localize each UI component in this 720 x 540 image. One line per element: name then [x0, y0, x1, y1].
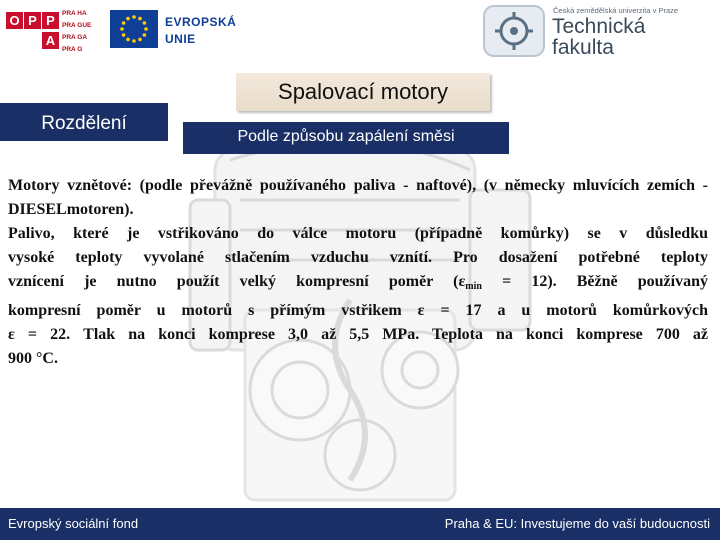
eu-flag-icon	[110, 10, 158, 48]
subtitle-box	[183, 122, 509, 154]
slide-subtitle: Podle způsobu zapálení směsi	[237, 128, 455, 145]
oppa-letter-p2: P	[42, 12, 59, 29]
oppa-logo	[6, 8, 98, 56]
paragraph-line: kompresní poměr u motorů s přímým vstřikem ε = 17 a u motorů komůrkových	[8, 302, 708, 319]
paragraph-line: vysoké teploty vyvolané stlačením vzduchu vznítí. Pro dosažení potřebné teploty	[8, 249, 708, 266]
paragraph-line: 900 °C.	[8, 350, 58, 367]
slide-title: Spalovací motory	[278, 79, 448, 104]
epsilon-subscript: min	[465, 281, 482, 292]
oppa-letter-a: A	[42, 32, 59, 49]
footer-bar	[0, 508, 720, 540]
paragraph-line: ε = 22. Tlak na konci komprese 3,0 až 5,5 MPa. Teplota na konci komprese 700 až	[8, 326, 708, 343]
section-label: Rozdělení	[41, 113, 127, 134]
slide-title-box	[236, 73, 490, 111]
faculty-name-line2: fakulta	[552, 36, 614, 59]
paragraph-line: vznícení je nutno použít velký kompresní poměr $(\varepsilon_{min} = 12)$. Běžně používaný	[8, 273, 708, 292]
paragraph-diesel-definition: Motory vznětové: (podle převážně používaného paliva - naftové), (v německy mluvících zemích - DIESELmotoren).	[8, 177, 708, 218]
footer-right-text: Praha & EU: Investujeme do vaší budoucnosti	[444, 516, 710, 531]
university-name: Česká zemědělská univerzita v Praze	[553, 6, 679, 15]
paragraph-line: Palivo, které je vstřikováno do válce motoru (případně komůrky) se v důsledku	[8, 225, 708, 242]
oppa-letter-p1: P	[24, 12, 41, 29]
paragraph-diesel-description	[8, 222, 708, 371]
footer-left-text: Evropský sociální fond	[8, 516, 139, 531]
section-box	[0, 103, 168, 141]
eu-logo-text: EVROPSKÁ UNIE	[165, 15, 237, 46]
faculty-emblem-icon	[482, 4, 546, 58]
faculty-name-line1: Technická	[552, 15, 646, 38]
oppa-grid-text: PRA HA PRA GUE PRA GA PRA G	[62, 10, 92, 53]
faculty-logo	[482, 4, 718, 58]
oppa-letter-o: O	[6, 12, 23, 29]
